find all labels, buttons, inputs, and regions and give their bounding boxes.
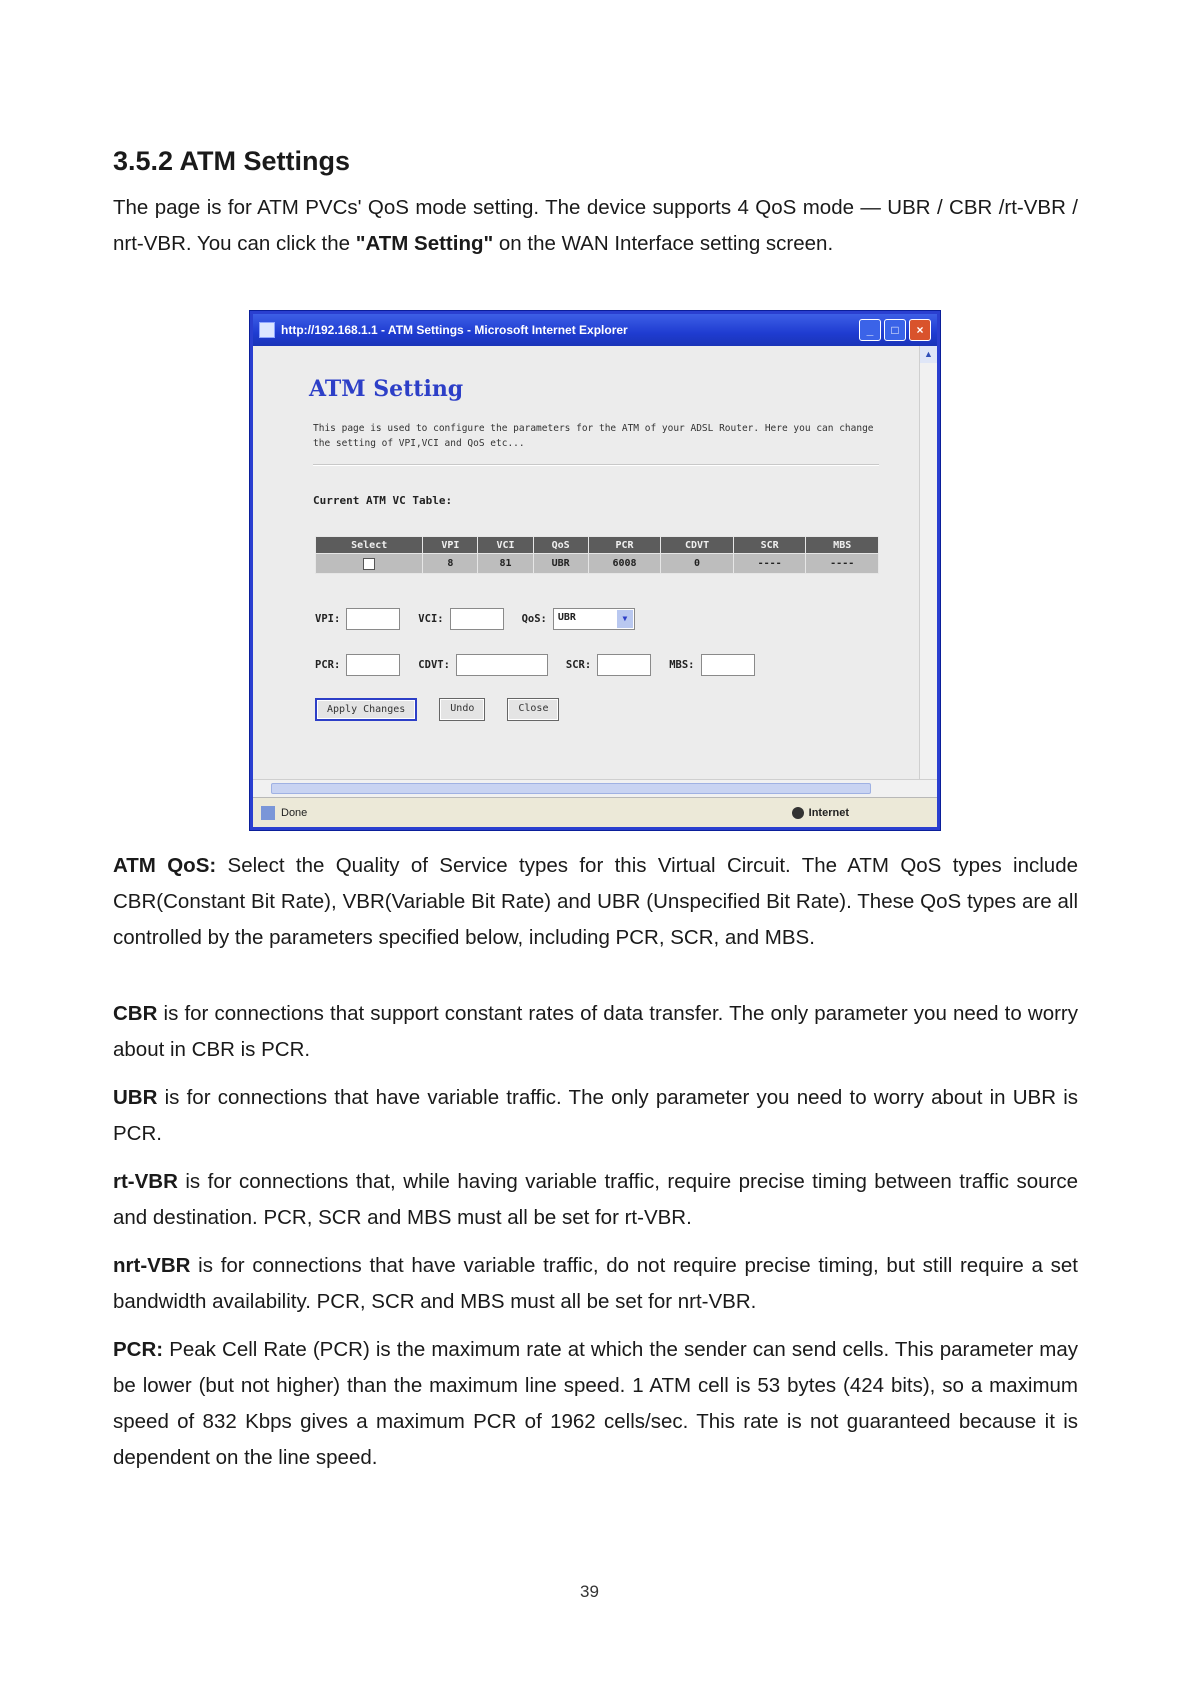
scr-label: SCR: [565, 659, 592, 671]
col-header-pcr: PCR [588, 537, 661, 554]
pcr-label: PCR: [315, 659, 341, 671]
scr-input[interactable] [597, 654, 651, 676]
vertical-scrollbar[interactable] [919, 346, 937, 797]
paragraph-ubr [113, 1080, 1078, 1152]
row-vci: 81 [478, 554, 533, 574]
vpi-label: VPI: [315, 613, 341, 625]
browser-client-area [253, 346, 937, 797]
section-title: 3.5.2 ATM Settings [113, 146, 351, 176]
close-button[interactable]: Close [507, 698, 559, 721]
text-ubr: is for connections that have variable traffic. The only parameter you need to worry about in UBR is PCR. [113, 1086, 1078, 1145]
col-header-qos: QoS [533, 537, 588, 554]
page-done-icon [261, 806, 275, 820]
atm-setting-window-screenshot [250, 311, 940, 830]
row-select-cell [316, 554, 423, 574]
paragraph-rt-vbr [113, 1164, 1078, 1236]
vc-table-header-row [316, 537, 879, 554]
term-rt-vbr: rt-VBR [113, 1170, 178, 1193]
row-scr: ---- [733, 554, 806, 574]
security-zone [792, 807, 849, 819]
paragraph-pcr [113, 1332, 1078, 1476]
status-text: Done [281, 806, 308, 819]
window-titlebar [253, 314, 937, 346]
intro-text-end: on the WAN Interface setting screen. [493, 232, 834, 255]
term-pcr: PCR: [113, 1338, 164, 1361]
qos-selected-value: UBR [557, 612, 576, 623]
col-header-select: Select [316, 537, 423, 554]
text-cbr: is for connections that support constant rates of data transfer. The only parameter you need to worry about in CBR is PCR. [113, 1002, 1078, 1061]
window-controls [859, 319, 931, 341]
col-header-scr: SCR [733, 537, 806, 554]
close-icon[interactable]: × [909, 319, 931, 341]
text-rt-vbr: is for connections that, while having variable traffic, require precise timing between traffic source and destination. PCR, SCR and MBS must all be set for rt-VBR. [113, 1170, 1078, 1229]
zone-label: Internet [808, 806, 849, 819]
vc-table-label: Current ATM VC Table: [313, 494, 453, 507]
cdvt-input[interactable] [456, 654, 548, 676]
scroll-up-icon[interactable]: ▲ [920, 346, 937, 363]
table-row [316, 554, 879, 574]
term-nrt-vbr: nrt-VBR [113, 1254, 191, 1277]
row-vpi: 8 [423, 554, 478, 574]
minimize-icon[interactable]: _ [859, 319, 881, 341]
qos-select[interactable] [553, 608, 635, 630]
row-cdvt: 0 [661, 554, 734, 574]
paragraph-atm-qos [113, 848, 1078, 956]
mbs-input[interactable] [701, 654, 755, 676]
row-pcr: 6008 [588, 554, 661, 574]
undo-button[interactable]: Undo [439, 698, 485, 721]
qos-label: QoS: [521, 613, 547, 625]
atm-setting-heading: ATM Setting [309, 376, 464, 402]
row-mbs: ---- [806, 554, 879, 574]
col-header-vpi: VPI [423, 537, 478, 554]
vci-input[interactable] [450, 608, 504, 630]
row-select-checkbox[interactable] [363, 558, 375, 570]
intro-paragraph [113, 190, 1078, 262]
vpi-vci-qos-row [315, 608, 635, 630]
internet-zone-icon [792, 807, 804, 819]
paragraph-nrt-vbr [113, 1248, 1078, 1320]
vci-label: VCI: [418, 613, 444, 625]
term-atm-qos: ATM QoS: [113, 854, 217, 877]
text-nrt-vbr: is for connections that have variable traffic, do not require precise timing, but still require a set bandwidth availability. PCR, SCR and MBS must all be set for nrt-VBR. [113, 1254, 1078, 1313]
pcr-input[interactable] [346, 654, 400, 676]
horizontal-scroll-thumb[interactable] [271, 783, 871, 794]
col-header-vci: VCI [478, 537, 533, 554]
row-qos: UBR [533, 554, 588, 574]
intro-text-start: The page is for ATM PVCs' QoS mode setting. The device supports 4 QoS mode — UBR / CBR /rt-VBR / nrt-VBR. You can click the [113, 196, 1078, 255]
apply-changes-button[interactable]: Apply Changes [315, 698, 417, 721]
vpi-input[interactable] [346, 608, 400, 630]
action-buttons [315, 698, 559, 721]
text-pcr: Peak Cell Rate (PCR) is the maximum rate at which the sender can send cells. This parameter may be lower (but not higher) than the maximum line speed. 1 ATM cell is 53 bytes (424 bits), so a maximum speed of 832 Kbps gives a maximum PCR of 1962 cells/sec. This rate is not guaranteed because it is dependent on the line speed. [113, 1338, 1078, 1469]
cdvt-label: CDVT: [418, 659, 450, 671]
ie-icon [259, 322, 275, 338]
chevron-down-icon[interactable]: ▼ [617, 610, 633, 628]
vc-table [315, 536, 879, 574]
divider [313, 464, 879, 466]
term-cbr: CBR [113, 1002, 158, 1025]
term-ubr: UBR [113, 1086, 158, 1109]
window-title: http://192.168.1.1 - ATM Settings - Microsoft Internet Explorer [281, 323, 628, 337]
col-header-mbs: MBS [806, 537, 879, 554]
col-header-cdvt: CDVT [661, 537, 734, 554]
maximize-icon[interactable]: □ [884, 319, 906, 341]
horizontal-scrollbar[interactable] [253, 779, 937, 797]
browser-status-bar [253, 797, 937, 827]
intro-bold-atm-setting: "ATM Setting" [355, 232, 494, 255]
pcr-cdvt-scr-mbs-row [315, 654, 773, 676]
page-number: 39 [580, 1582, 599, 1601]
text-atm-qos: Select the Quality of Service types for this Virtual Circuit. The ATM QoS types include CBR(Constant Bit Rate), VBR(Variable Bit Rate) and UBR (Unspecified Bit Rate). These QoS types are all controlled by the parameters specified below, including PCR, SCR, and MBS. [113, 854, 1079, 949]
mbs-label: MBS: [669, 659, 695, 671]
paragraph-cbr [113, 996, 1078, 1068]
atm-setting-description: This page is used to configure the parameters for the ATM of your ADSL Router. Here you can change the setting of VPI,VCI and QoS etc... [313, 423, 874, 449]
